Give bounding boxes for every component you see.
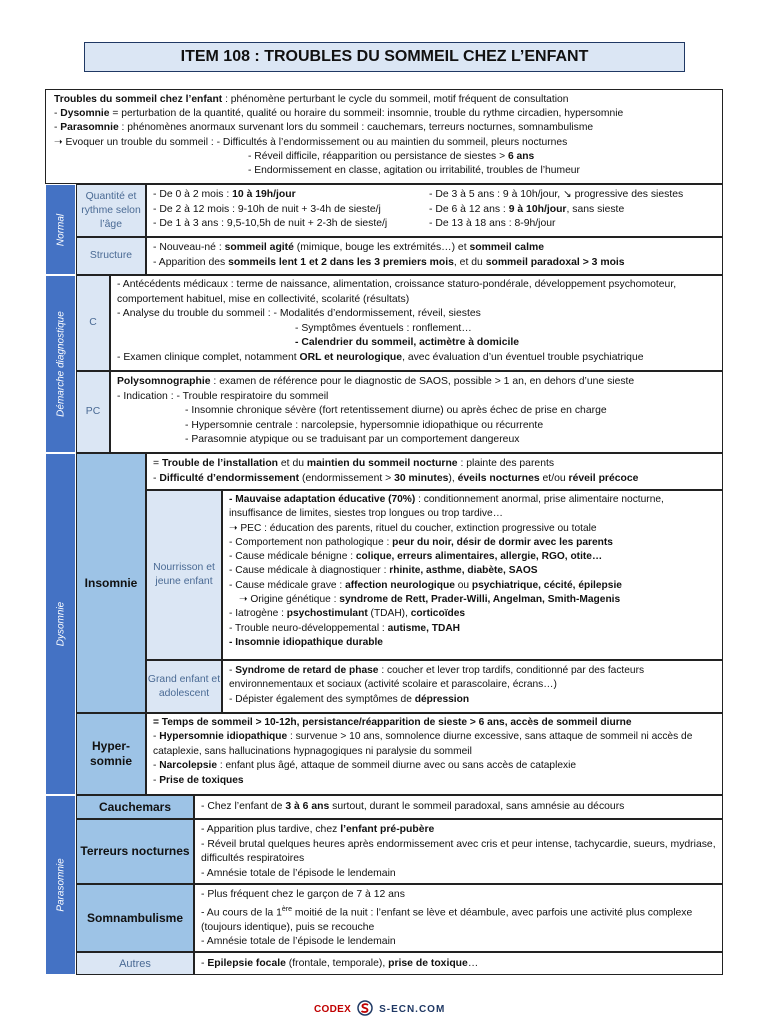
label-hypersomnie: Hyper-somnie	[76, 713, 146, 795]
section-bar-dysomnie: Dysomnie	[45, 453, 76, 795]
section-bar-normal: Normal	[45, 184, 76, 275]
content-clinique: - Antécédents médicaux : terme de naissance, alimentation, croissance staturo-pondérale, développement psychomoteur, comportement habituel, mise en collectivité, scolarité (résultats) - Analyse du trouble du sommeil : - Modalités d’endormissement, réveil, siestes - Symptômes éventuels : ronflement… - Calendrier du sommeil, actimètre à domicile - Examen clinique complet, notamment ORL et neurologique, avec évaluation d’un éventuel trouble psychiatrique	[110, 275, 723, 371]
intro-line-definition: Troubles du sommeil chez l’enfant : phénomène perturbant le cycle du sommeil, motif fréquent de consultation	[54, 94, 569, 105]
label-clinique: C	[76, 275, 110, 371]
label-quantite: Quantité et rythme selon l’âge	[76, 184, 146, 237]
label-autres: Autres	[76, 952, 194, 975]
label-insomnie: Insomnie	[76, 453, 146, 713]
label-nourrisson: Nourrisson et jeune enfant	[146, 490, 222, 660]
s-logo-icon	[357, 1000, 373, 1020]
codex-label: CODEX	[314, 1004, 352, 1016]
section-bar-parasomnie: Parasomnie	[45, 795, 76, 975]
intro-line-dysomnie: - Dysomnie = perturbation de la quantité, qualité ou horaire du sommeil: insomnie, trouble du rythme circadien, hypersomnie	[54, 108, 624, 120]
content-cauchemars: - Chez l’enfant de 3 à 6 ans surtout, durant le sommeil paradoxal, sans amnésie au décours	[194, 795, 723, 819]
content-nourrisson: - Mauvaise adaptation éducative (70%) : conditionnement anormal, prise alimentaire nocturne, insuffisance de limites, siestes trop longues ou trop tardive… ➝ PEC : éducation des parents, rituel du coucher, extinction progressive ou totale - Comportement non pathologique : peur du noir, désir de dormir avec les parents - Cause médicale bénigne : colique, erreurs alimentaires, allergie, RGO, otite… - Cause médicale à diagnostiquer : rhinite, asthme, diabète, SAOS - Cause médicale grave : affection neurologique ou psychiatrique, cécité, épilepsie ➝ Origine génétique : syndrome de Rett, Prader-Willi, Angelman, Smith-Magenis - Iatrogène : psychostimulant (TDAH), corticoïdes - Trouble neuro-développemental : autisme, TDAH - Insomnie idiopathique durable	[222, 490, 723, 660]
label-somnambulisme: Somnambulisme	[76, 884, 194, 952]
intro-box	[45, 89, 723, 184]
label-structure: Structure	[76, 237, 146, 275]
intro-line-parasomnie: - Parasomnie : phénomènes anormaux survenant lors du sommeil : cauchemars, terreurs nocturnes, somnambulisme	[54, 122, 594, 134]
content-quantite: - De 0 à 2 mois : 10 à 19h/jour - De 3 à 5 ans : 9 à 10h/jour, ↘ progressive des siestes - De 2 à 12 mois : 9-10h de nuit + 3-4h de sieste/j - De 6 à 12 ans : 9 à 10h/jour, sans sieste - De 1 à 3 ans : 9,5-10,5h de nuit + 2-3h de sieste/j - De 13 à 18 ans : 8-9h/jour	[146, 184, 723, 237]
content-terreurs: - Apparition plus tardive, chez l’enfant pré-pubère - Réveil brutal quelques heures après endormissement avec cris et peur intense, tachycardie, sueurs, mydriase, difficultés respiratoires - Amnésie totale de l’épisode le lendemain	[194, 819, 723, 884]
label-cauchemars: Cauchemars	[76, 795, 194, 819]
content-grand-enfant: - Syndrome de retard de phase : coucher et lever trop tardifs, conditionné par des facteurs environnementaux et sociaux (activité scolaire et parascolaire, écrans…) - Dépister également des symptômes de dépression	[222, 660, 723, 713]
content-paraclinique: Polysomnographie : examen de référence pour le diagnostic de SAOS, possible > 1 an, en dehors d’une sieste - Indication : - Trouble respiratoire du sommeil - Insomnie chronique sévère (fort retentissement diurne) ou après échec de prise en charge - Hypersomnie centrale : narcolepsie, hypersomnie idiopathique ou récurrente - Parasomnie atypique ou se traduisant par un comportement dangereux	[110, 371, 723, 453]
footer-logo	[314, 1002, 445, 1018]
content-somnambulisme: - Plus fréquent chez le garçon de 7 à 12 ans - Au cours de la 1ère moitié de la nuit : l’enfant se lève et déambule, avec parfois une activité plus complexe (toujours identique), puis se recouche - Amnésie totale de l’épisode le lendemain	[194, 884, 723, 952]
content-insomnie-header: = Trouble de l’installation et du maintien du sommeil nocturne : plainte des parents - Difficulté d’endormissement (endormissement > 30 minutes), éveils nocturnes et/ou réveil précoce	[146, 453, 723, 490]
content-hypersomnie: = Temps de sommeil > 10-12h, persistance/réapparition de sieste > 6 ans, accès de sommeil diurne - Hypersomnie idiopathique : survenue > 10 ans, somnolence diurne excessive, sans attaque de sommeil ni accès de cataplexie, sans hallucinations hypnagogiques ni paralysie du sommeil - Narcolepsie : enfant plus âgé, attaque de sommeil diurne avec ou sans accès de cataplexie - Prise de toxiques	[146, 713, 723, 795]
page-title: ITEM 108 : TROUBLES DU SOMMEIL CHEZ L’ENFANT	[84, 42, 685, 72]
label-grand-enfant: Grand enfant et adolescent	[146, 660, 222, 713]
label-terreurs: Terreurs nocturnes	[76, 819, 194, 884]
site-label: S-ECN.COM	[379, 1004, 446, 1016]
content-autres: - Epilepsie focale (frontale, temporale), prise de toxique…	[194, 952, 723, 975]
label-paraclinique: PC	[76, 371, 110, 453]
section-bar-demarche: Démarche diagnostique	[45, 275, 76, 453]
intro-line-endormissement: - Endormissement en classe, agitation ou irritabilité, troubles de l’humeur	[248, 165, 580, 177]
intro-line-evoquer: ➝ Evoquer un trouble du sommeil : - Difficultés à l’endormissement ou au maintien du sommeil, pleurs nocturnes	[54, 136, 568, 148]
intro-line-reveil: - Réveil difficile, réapparition ou persistance de siestes > 6 ans	[248, 150, 535, 162]
content-structure: - Nouveau-né : sommeil agité (mimique, bouge les extrémités…) et sommeil calme - Apparition des sommeils lent 1 et 2 dans les 3 premiers mois, et du sommeil paradoxal > 3 mois	[146, 237, 723, 275]
